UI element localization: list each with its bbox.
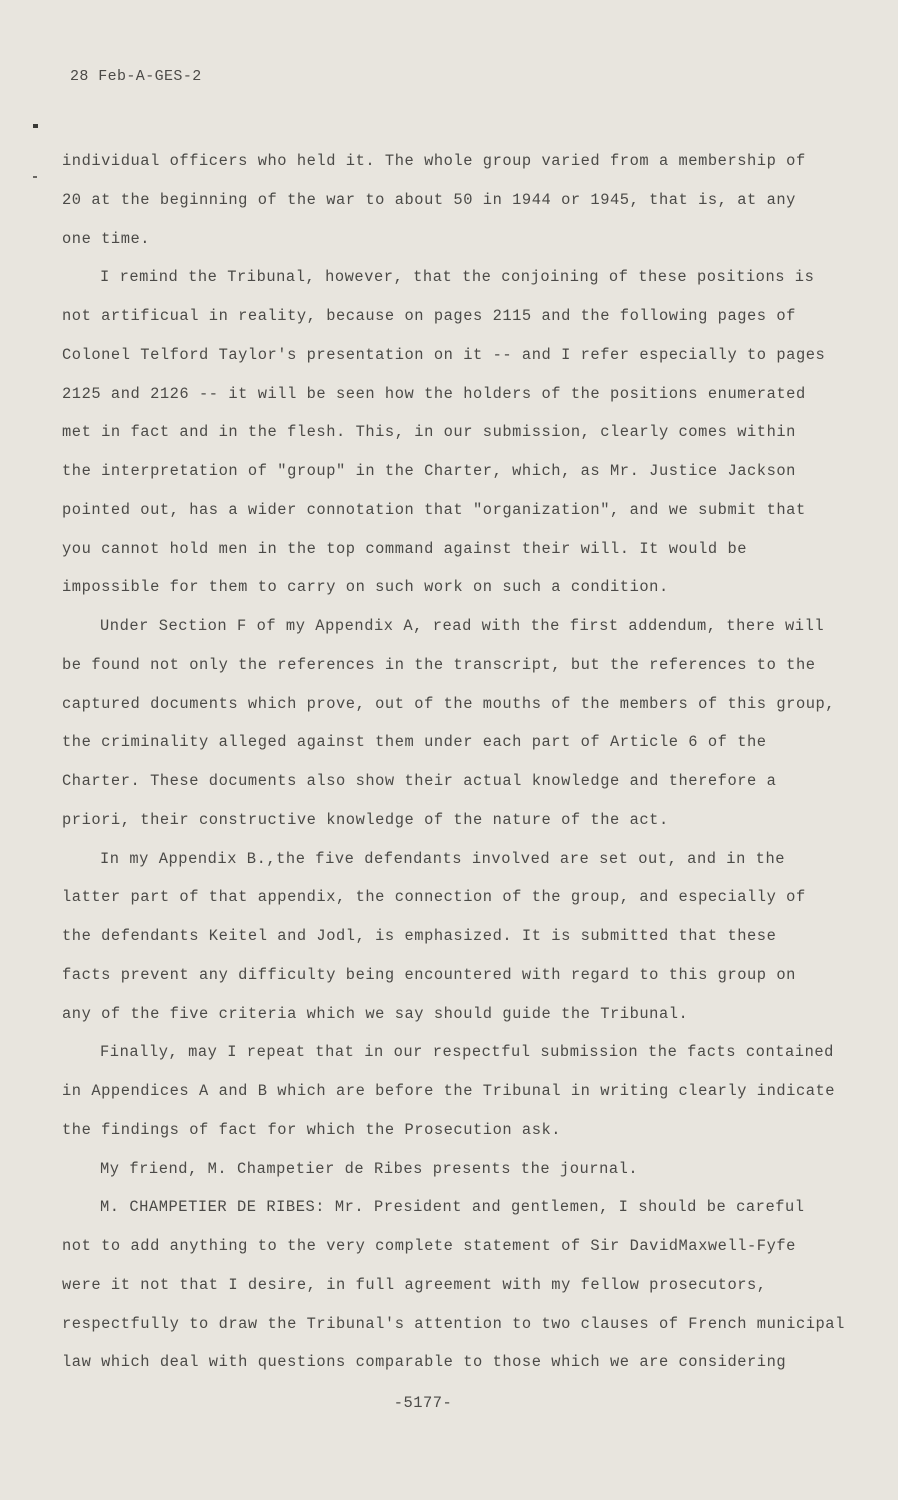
text-line: respectfully to draw the Tribunal's attention to two clauses of French municipal xyxy=(62,1314,845,1333)
text-line: individual officers who held it. The whole group varied from a membership of xyxy=(62,152,806,170)
text-line: not artificual in reality, because on pages 2115 and the following pages of xyxy=(62,307,796,325)
document-header-code: 28 Feb-A-GES-2 xyxy=(70,68,202,85)
text-line: any of the five criteria which we say should guide the Tribunal. xyxy=(62,1004,689,1023)
text-line: pointed out, has a wider connotation that "organization", and we submit that xyxy=(62,500,806,519)
text-line: one time. xyxy=(62,229,151,248)
text-line: Finally, may I repeat that in our respectful submission the facts contained xyxy=(100,1043,834,1062)
text-line: 20 at the beginning of the war to about 50 in 1944 or 1945, that is, at any xyxy=(62,190,796,209)
text-line: be found not only the references in the transcript, but the references to the xyxy=(62,655,816,674)
text-line: the criminality alleged against them under each part of Article 6 of the xyxy=(62,733,767,752)
text-line: the interpretation of "group" in the Charter, which, as Mr. Justice Jackson xyxy=(62,462,796,480)
text-line: Colonel Telford Taylor's presentation on it -- and I refer especially to pages xyxy=(62,345,826,364)
text-line: the defendants Keitel and Jodl, is emphasized. It is submitted that these xyxy=(62,927,777,945)
text-line: Under Section F of my Appendix A, read with the first addendum, there will xyxy=(100,617,825,635)
text-line: you cannot hold men in the top command against their will. It would be xyxy=(62,539,748,558)
margin-mark xyxy=(33,124,38,128)
text-line: not to add anything to the very complete statement of Sir DavidMaxwell-Fyfe xyxy=(62,1237,796,1255)
text-line: law which deal with questions comparable to those which we are considering xyxy=(62,1353,787,1372)
text-line: were it not that I desire, in full agreement with my fellow prosecutors, xyxy=(62,1275,767,1294)
text-line: latter part of that appendix, the connection of the group, and especially of xyxy=(62,888,806,907)
margin-mark xyxy=(33,176,37,178)
text-line: met in fact and in the flesh. This, in our submission, clearly comes within xyxy=(62,423,796,442)
text-line: captured documents which prove, out of the mouths of the members of this group, xyxy=(62,694,836,713)
text-line: My friend, M. Champetier de Ribes presents the journal. xyxy=(100,1159,639,1178)
text-line: facts prevent any difficulty being encountered with regard to this group on xyxy=(62,965,796,984)
text-line: In my Appendix B.,the five defendants involved are set out, and in the xyxy=(100,849,786,868)
page-number: -5177- xyxy=(393,1394,453,1412)
text-line: in Appendices A and B which are before the Tribunal in writing clearly indicate xyxy=(62,1082,836,1100)
text-line: Charter. These documents also show their actual knowledge and therefore a xyxy=(62,772,777,790)
text-line: I remind the Tribunal, however, that the conjoining of these positions is xyxy=(100,268,815,287)
text-line: M. CHAMPETIER DE RIBES: Mr. President and gentlemen, I should be careful xyxy=(100,1198,805,1217)
text-line: the findings of fact for which the Prosecution ask. xyxy=(62,1120,562,1139)
text-line: priori, their constructive knowledge of the nature of the act. xyxy=(62,810,669,829)
text-line: impossible for them to carry on such work on such a condition. xyxy=(62,578,669,597)
transcript-body xyxy=(62,146,845,1386)
text-line: 2125 and 2126 -- it will be seen how the holders of the positions enumerated xyxy=(62,384,806,403)
